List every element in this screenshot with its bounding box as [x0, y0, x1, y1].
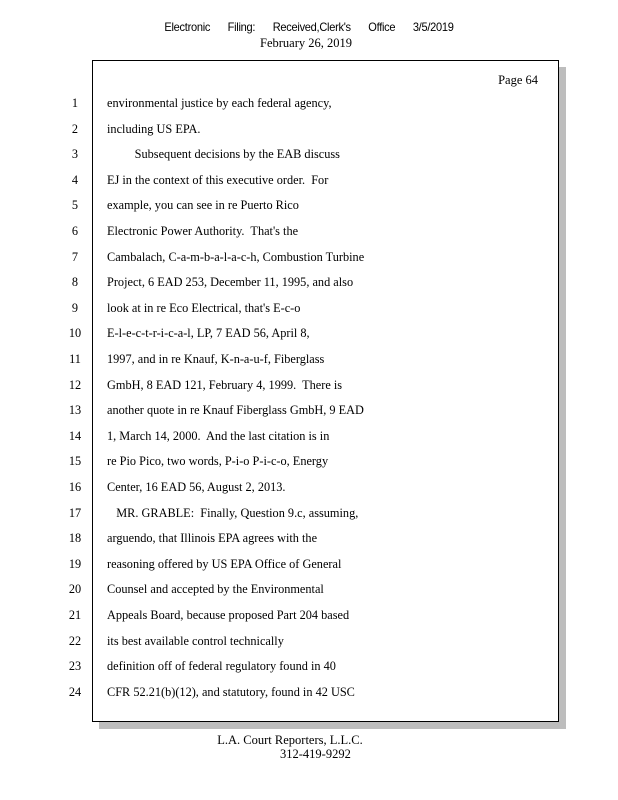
- transcript-line: [0, 605, 560, 625]
- line-text: its best available control technically: [107, 633, 284, 648]
- transcript-line: [0, 528, 560, 548]
- line-number: 18: [68, 531, 82, 546]
- line-number: 6: [71, 224, 79, 238]
- transcript-line: [0, 451, 560, 471]
- line-number: 16: [68, 480, 82, 494]
- line-number: 17: [68, 505, 82, 520]
- filing-stamp-word: Office: [368, 20, 396, 34]
- transcript-line: [0, 375, 560, 395]
- filing-stamp-date: 3/5/2019: [412, 20, 454, 34]
- line-number: 24: [68, 684, 82, 699]
- line-number: 2: [71, 121, 79, 136]
- transcript-line: [0, 503, 560, 523]
- transcript-line: [0, 477, 560, 497]
- line-text: Appeals Board, because proposed Part 204 based: [107, 608, 350, 622]
- line-text: Cambalach, C-a-m-b-a-l-a-c-h, Combustion Turbine: [107, 249, 365, 264]
- line-text: Center, 16 EAD 56, August 2, 2013.: [107, 480, 286, 494]
- line-text: another quote in re Knauf Fiberglass GmbH, 9 EAD: [107, 403, 364, 418]
- line-number: 23: [68, 659, 82, 674]
- line-text: CFR 52.21(b)(12), and statutory, found in 42 USC: [107, 684, 355, 699]
- line-number: 19: [68, 556, 82, 571]
- line-number: 7: [71, 249, 79, 264]
- line-text: definition off of federal regulatory found in 40: [107, 659, 336, 674]
- footer-phone: 312-419-9292: [280, 747, 351, 761]
- line-number: 9: [71, 300, 79, 315]
- line-number: 4: [71, 172, 79, 187]
- transcript-line: [0, 298, 560, 318]
- line-number: 1: [71, 96, 79, 110]
- line-text: E-l-e-c-t-r-i-c-a-l, LP, 7 EAD 56, April 8,: [107, 326, 310, 341]
- line-text: GmbH, 8 EAD 121, February 4, 1999. There is: [107, 377, 343, 392]
- filing-stamp: [25, 20, 594, 34]
- line-text: Electronic Power Authority. That's the: [107, 224, 299, 238]
- line-text: Subsequent decisions by the EAB discuss: [107, 147, 340, 162]
- line-number: 22: [68, 633, 82, 648]
- line-number: 21: [68, 608, 82, 622]
- line-number: 15: [68, 454, 82, 469]
- line-number: 14: [68, 428, 82, 443]
- line-text: example, you can see in re Puerto Rico: [107, 198, 299, 213]
- transcript-line: [0, 144, 560, 164]
- line-text: environmental justice by each federal agency,: [107, 96, 332, 110]
- line-text: re Pio Pico, two words, P-i-o P-i-c-o, Energy: [107, 454, 329, 469]
- document-date: February 26, 2019: [260, 36, 352, 50]
- transcript-line: [0, 426, 560, 446]
- transcript-line: [0, 93, 560, 113]
- transcript-line: [0, 656, 560, 676]
- transcript-line: [0, 349, 560, 369]
- transcript-line: [0, 631, 560, 651]
- transcript-line: [0, 579, 560, 599]
- line-number: 11: [69, 352, 81, 366]
- line-number: 13: [68, 403, 82, 418]
- transcript-line: [0, 195, 560, 215]
- transcript-line: [0, 400, 560, 420]
- transcript-line: [0, 170, 560, 190]
- filing-stamp-word: Electronic: [164, 20, 211, 34]
- transcript-line: [0, 119, 560, 139]
- page-number: Page 64: [498, 73, 538, 87]
- filing-stamp-word: Received,Clerk's: [272, 20, 351, 34]
- transcript-line: [0, 554, 560, 574]
- line-text: 1997, and in re Knauf, K-n-a-u-f, Fiberglass: [107, 352, 325, 366]
- line-number: 10: [68, 326, 82, 341]
- line-text: including US EPA.: [107, 121, 201, 136]
- line-number: 8: [71, 275, 79, 290]
- line-number: 5: [71, 198, 79, 213]
- line-text: 1, March 14, 2000. And the last citation is in: [107, 428, 330, 443]
- line-text: Project, 6 EAD 253, December 11, 1995, and also: [107, 275, 354, 290]
- transcript-line: [0, 682, 560, 702]
- line-text: EJ in the context of this executive order. For: [107, 172, 329, 187]
- transcript-line: [0, 221, 560, 241]
- transcript-line: [0, 247, 560, 267]
- filing-stamp-word: Filing:: [227, 20, 256, 34]
- line-text: look at in re Eco Electrical, that's E-c-o: [107, 300, 301, 315]
- line-number: 3: [71, 147, 79, 162]
- transcript-line: [0, 323, 560, 343]
- line-number: 12: [68, 377, 82, 392]
- footer-company: L.A. Court Reporters, L.L.C.: [217, 733, 363, 747]
- line-text: reasoning offered by US EPA Office of General: [107, 556, 342, 571]
- line-text: arguendo, that Illinois EPA agrees with the: [107, 531, 318, 546]
- line-number: 20: [68, 582, 82, 597]
- line-text: MR. GRABLE: Finally, Question 9.c, assuming,: [107, 505, 359, 520]
- line-text: Counsel and accepted by the Environmental: [107, 582, 324, 597]
- transcript-line: [0, 272, 560, 292]
